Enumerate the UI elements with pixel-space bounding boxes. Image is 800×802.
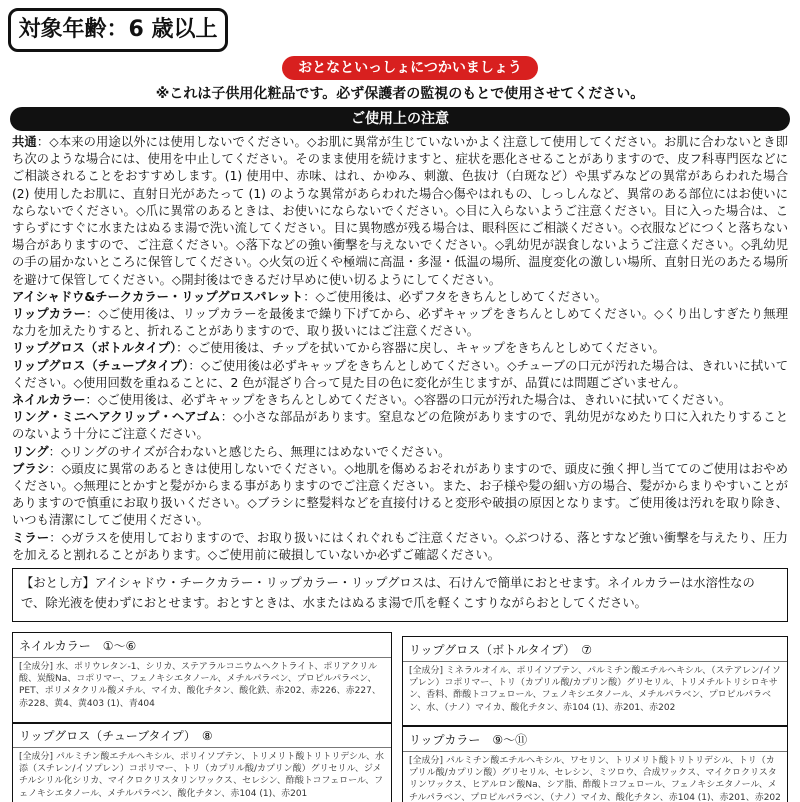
ingredients-lip-gloss-bottle <box>402 636 788 726</box>
caution-heading: ネイルカラー <box>12 393 86 408</box>
caution-heading: 共通 <box>12 135 37 149</box>
caution-mirror <box>12 530 788 564</box>
section-title-bar: ご使用上の注意 <box>10 107 790 131</box>
caution-brush <box>12 461 788 530</box>
caution-heading: ブラシ <box>12 461 50 476</box>
caution-text: ◇ご使用後は、チップを拭いてから容器に戻し、キャップをきちんとしめてください。 <box>188 341 665 356</box>
caution-heading: リップカラー <box>12 307 87 322</box>
caution-text: ◇本来の用途以外には使用しないでください。◇お肌に異常が生じていないかよく注意して使用してください。お肌に合わないとき即ち次のような場合には、使用を中止してください。そのまま使用を続けますと、症状を悪化させることがありますので、皮フ科専門医などにご相談されることをおすすめします。(1) 使用中、赤味、はれ、かゆみ、刺激、色抜け（白斑など）や黒ずみなどの異常があらわれた場合 (2) 使用したお肌に、直射日光があたって (1) のような異常があらわれた場合◇傷やはれもの、しっしんなど、異常のある部位にはお使いにならないでください。◇爪に異常のあるときは、お使いにならないでください。◇目に入らないようご注意ください。目に入った場合は、こすらずにすぐに水またはぬるま湯で洗い流してください。目に異物感が残る場合は、眼科医にご相談ください。◇衣服などにつくと落ちない場合がありますので、ご注意ください。◇落下などの強い衝撃を与えないでください。◇乳幼児が誤食しないようご注意ください。◇乳幼児の手の届かないところに保管してください。◇火気の近くや極端に高温・多湿・低温の場所、温度変化の激しい場所、直射日光のあたる場所を避けて保管してください。◇開封後はできるだけ早めに使い切るようにしてください。 <box>12 135 788 287</box>
caution-nail-color <box>12 392 788 409</box>
children-cosmetics-notice: ※これは子供用化粧品です。必ず保護者の監視のもとで使用させてください。 <box>155 86 645 102</box>
ingredients-title: ネイルカラー ①〜⑥ <box>13 633 391 658</box>
caution-text: ◇ガラスを使用しておりますので、お取り扱いにはくれぐれもご注意ください。◇ぶつける、落とすなど強い衝撃を与えたり、圧力を加えると割れることがあります。◇ご使用前に破損していないか必ずご確認ください。 <box>12 530 788 562</box>
caution-heading: リップグロス（ボトルタイプ） <box>12 341 177 356</box>
caution-lip-gloss-tube <box>12 358 788 392</box>
caution-separator: ： <box>36 135 50 149</box>
ingredients-list: [全成分] ミネラルオイル、ポリイソブテン、パルミチン酸エチルヘキシル、（ステアレン/イソプレン）コポリマー、トリ（カプリル酸/カプリン酸）グリセリル、トリメチルトリシロキサン、香料、酢酸トコフェロール、フェノキシエタノール、メチルパラベン、プロピルパラベン、水、（ナノ）マイカ、酸化チタン、赤104 (1)、赤201、赤202 <box>409 666 781 713</box>
ingredients-title: リップグロス（チューブタイプ） ⑧ <box>13 723 391 748</box>
caution-separator: ： <box>86 307 99 322</box>
caution-text: ◇頭皮に異常のあるときは使用しないでください。◇地肌を傷めるおそれがありますので、頭皮に強く押し当ててのご使用はおやめください。◇無理にとかすと髪がからまる事がありますのでご注意ください。また、お子様や髪の細い方の場合、髪がからまりやすいことがありますので慎重にお取り扱いください。◇ブラシに整髪料などを直接付けると変形や破損の原因となります。ご使用後は汚れを取り除き、いつも清潔にしてご使用ください。 <box>12 461 788 528</box>
caution-separator: ： <box>48 444 61 459</box>
caution-separator: ： <box>220 410 234 425</box>
caution-palette <box>12 289 788 306</box>
adult-supervision-banner: おとなといっしょにつかいましょう <box>282 56 538 80</box>
caution-heading: リップグロス（チューブタイプ） <box>12 358 189 373</box>
target-age-box: 対象年齢：6 歳以上 <box>8 8 228 52</box>
caution-heading: リング <box>12 444 49 459</box>
caution-heading: アイシャドウ&チークカラー・リップグロスパレット <box>12 289 304 304</box>
caution-separator: ： <box>49 530 62 545</box>
ingredients-list: [全成分] 水、ポリウレタン-1、シリカ、ステアラルコニウムヘクトライト、ポリアクリル酸、炭酸Na、コポリマー、フェノキシエタノール、メチルパラベン、プロピルパラベン、PET、ポリメタクリル酸メチル、マイカ、酸化チタン、酸化鉄、赤202、赤226、赤227、赤228、黄4、黄403 (1)、青404 <box>19 662 381 709</box>
caution-heading: ミラー <box>12 530 50 545</box>
ingredients-nail-color <box>12 632 392 724</box>
caution-separator: ： <box>85 393 98 408</box>
caution-lip-color <box>12 306 788 340</box>
caution-text: ◇ご使用後は必ずキャップをきちんとしめてください。◇チューブの口元が汚れた場合は、きれいに拭いてください。◇使用回数を重ねることに、2 色が混ざり合って見た目の色に変化が生じますが、品質には問題ございません。 <box>12 358 788 390</box>
ingredients-lip-gloss-tube <box>12 722 392 802</box>
ingredients-lip-color <box>402 726 788 802</box>
caution-accessories <box>12 409 788 443</box>
caution-ring <box>12 444 788 461</box>
cautions-block <box>12 134 788 566</box>
ingredients-title: リップグロス（ボトルタイプ） ⑦ <box>403 637 787 662</box>
caution-text: ◇リングのサイズが合わないと感じたら、無理にはめないでください。 <box>60 444 451 459</box>
caution-common <box>12 134 788 289</box>
caution-separator: ： <box>188 358 201 373</box>
caution-text: ◇ご使用後は、必ずキャップをきちんとしめてください。◇容器の口元が汚れた場合は、きれいに拭いてください。 <box>97 393 732 408</box>
caution-separator: ： <box>176 341 189 356</box>
caution-separator: ： <box>303 289 316 304</box>
caution-text: ◇小さな部品があります。窒息などの危険がありますので、乳幼児がなめたり口に入れたりすることのないよう十分にご注意ください。 <box>12 410 788 442</box>
caution-lip-gloss-bottle <box>12 340 788 357</box>
caution-separator: ： <box>49 461 62 476</box>
removal-instructions-box: 【おとし方】アイシャドウ・チークカラー・リップカラー・リップグロスは、石けんで簡単におとせます。ネイルカラーは水溶性なので、除光液を使わずにおとせます。おとすときは、水またはぬるま湯で爪を軽くこすりながらおとしてください。 <box>12 568 788 622</box>
caution-text: ◇ご使用後は、リップカラーを最後まで繰り下げてから、必ずキャップをきちんとしめてください。◇くり出しすぎたり無理な力を加えたりすると、折れることがありますので、取り扱いにはご注意ください。 <box>12 307 788 339</box>
ingredients-list: [全成分] パルミチン酸エチルヘキシル、ポリイソブテン、トリメリト酸トリトリデシル、水添（スチレン/イソプレン）コポリマー、トリ（カプリル酸/カプリン酸）グリセリル、ジメチルシリル化シリカ、マイクロクリスタリンワックス、セレシン、酢酸トコフェロール、フェノキシエタノール、メチルパラベン、酸化チタン、赤104 (1)、赤201 <box>19 752 385 799</box>
ingredients-list: [全成分] パルミチン酸エチルヘキシル、ワセリン、トリメリト酸トリトリデシル、トリ（カプリル酸/カプリン酸）グリセリル、セレシン、ミツロウ、合成ワックス、マイクロクリスタリンワックス、ヒアルロン酸Na、シア脂、酢酸トコフェロール、フェノキシエタノール、メチルパラベン、プロピルパラベン、（ナノ）マイカ、酸化チタン、赤104 (1)、赤201、赤202 <box>409 756 781 802</box>
caution-text: ◇ご使用後は、必ずフタをきちんとしめてください。 <box>315 289 607 304</box>
caution-heading: リング・ミニヘアクリップ・ヘアゴム <box>12 410 221 425</box>
ingredients-title: リップカラー ⑨〜⑪ <box>403 727 787 752</box>
